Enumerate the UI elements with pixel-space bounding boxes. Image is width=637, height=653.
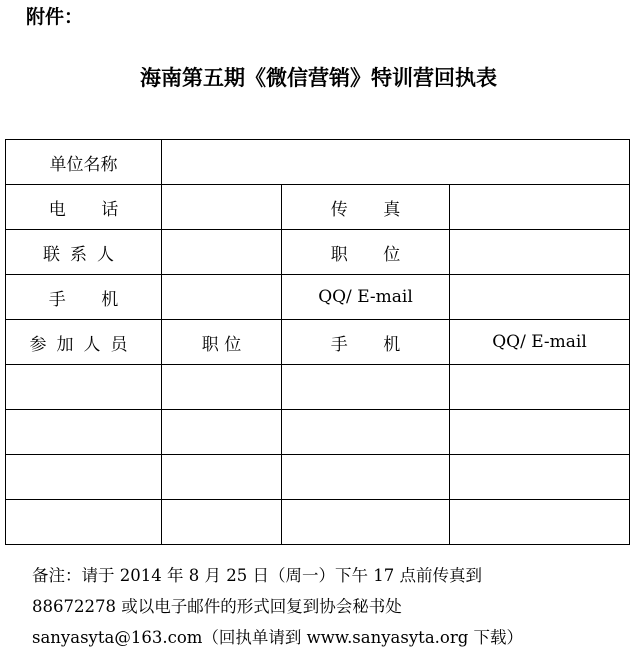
position-label: 职 位 [282,230,450,275]
remarks-line-1: 备注：请于 2014 年 8 月 25 日（周一）下午 17 点前传真到 [32,566,482,585]
table-row [6,230,630,275]
mobile-field[interactable] [162,275,282,320]
remarks [32,560,632,653]
participant-email-cell[interactable] [450,500,630,545]
participant-mobile-cell[interactable] [282,500,450,545]
remarks-line-3: sanyasyta@163.com（回执单请到 www.sanyasyta.org 下载） [32,628,524,647]
qq-email-label: QQ/ E-mail [282,275,450,320]
participant-position-cell[interactable] [162,500,282,545]
col-mobile-header: 手 机 [282,320,450,365]
position-field[interactable] [450,230,630,275]
participant-position-cell[interactable] [162,455,282,500]
registration-form-table [5,139,630,545]
table-row [6,140,630,185]
participant-name-cell[interactable] [6,500,162,545]
col-qq-email-header: QQ/ E-mail [450,320,630,365]
unit-name-field[interactable] [162,140,630,185]
participant-name-cell[interactable] [6,455,162,500]
form-title: 海南第五期《微信营销》特训营回执表 [140,66,497,90]
table-row [6,320,630,365]
participant-row [6,500,630,545]
participants-header: 参加人员 [6,320,162,365]
col-position-header: 职 位 [162,320,282,365]
participant-email-cell[interactable] [450,455,630,500]
table-row [6,185,630,230]
contact-label: 联系人 [6,230,162,275]
participant-mobile-cell[interactable] [282,365,450,410]
fax-field[interactable] [450,185,630,230]
phone-field[interactable] [162,185,282,230]
phone-label: 电 话 [6,185,162,230]
participant-mobile-cell[interactable] [282,410,450,455]
table-row [6,275,630,320]
mobile-label: 手 机 [6,275,162,320]
participant-name-cell[interactable] [6,365,162,410]
participant-row [6,365,630,410]
participant-email-cell[interactable] [450,365,630,410]
unit-name-label: 单位名称 [6,140,162,185]
participant-email-cell[interactable] [450,410,630,455]
participant-position-cell[interactable] [162,365,282,410]
participant-row [6,455,630,500]
participant-row [6,410,630,455]
remarks-line-2: 88672278 或以电子邮件的形式回复到协会秘书处 [32,597,402,616]
contact-field[interactable] [162,230,282,275]
qq-email-field[interactable] [450,275,630,320]
fax-label: 传 真 [282,185,450,230]
participant-name-cell[interactable] [6,410,162,455]
attachment-label: 附件： [26,6,84,28]
participant-mobile-cell[interactable] [282,455,450,500]
participant-position-cell[interactable] [162,410,282,455]
